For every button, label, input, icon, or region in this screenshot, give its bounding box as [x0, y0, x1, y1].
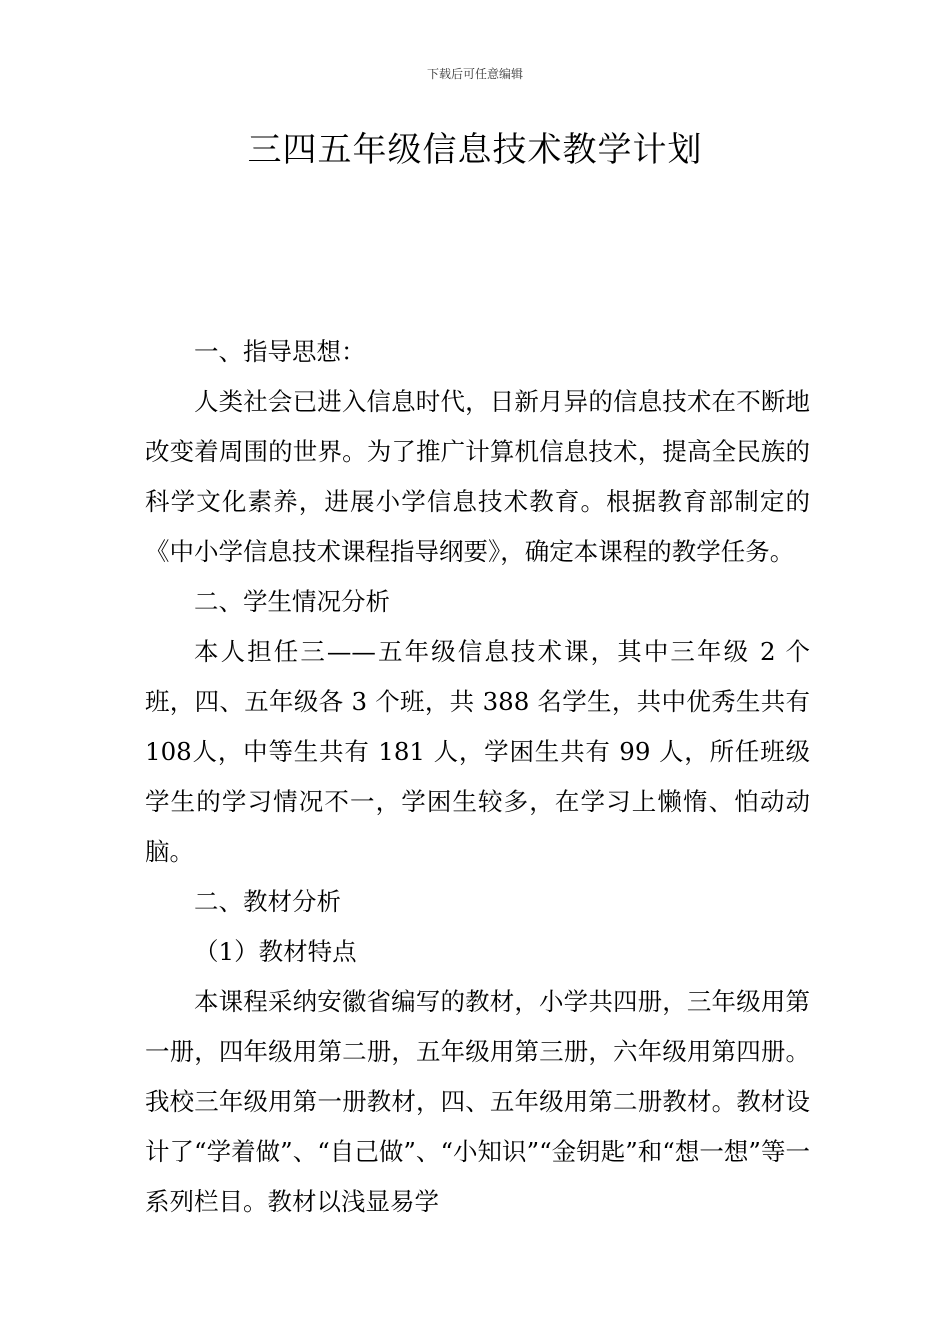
paragraph-student-analysis: 本人担任三——五年级信息技术课，其中三年级 2 个班，四、五年级各 3 个班，共 388 名学生，共中优秀生共有 108人，中等生共有 181 人，学困生共有 99 人，所任班级学生的学习情况不一，学困生较多，在学习上懒惰、怕动动脑。	[145, 637, 810, 866]
heading-textbook-analysis: 二、教材分析	[194, 887, 341, 916]
document-title: 三四五年级信息技术教学计划	[247, 130, 703, 170]
heading-student-analysis: 二、学生情况分析	[194, 587, 390, 616]
heading-guiding-ideology: 一、指导思想：	[194, 337, 366, 366]
header-note: 下载后可任意编辑	[426, 67, 523, 81]
subheading-textbook-features: （1）教材特点	[194, 937, 357, 966]
paragraph-ideology: 人类社会已进入信息时代，日新月异的信息技术在不断地改变着周围的世界。为了推广计算机信息技术，提高全民族的科学文化素养，进展小学信息技术教育。根据教育部制定的《中小学信息技术课程指导纲要》，确定本课程的教学任务。	[145, 387, 810, 566]
document-body	[145, 327, 810, 1227]
paragraph-textbook-features: 本课程采纳安徽省编写的教材，小学共四册，三年级用第一册，四年级用第二册，五年级用第三册，六年级用第四册。我校三年级用第一册教材，四、五年级用第二册教材。教材设计了“学着做”、“自己做”、“小知识”“金钥匙”和“想一想”等一系列栏目。教材以浅显易学	[145, 987, 810, 1216]
